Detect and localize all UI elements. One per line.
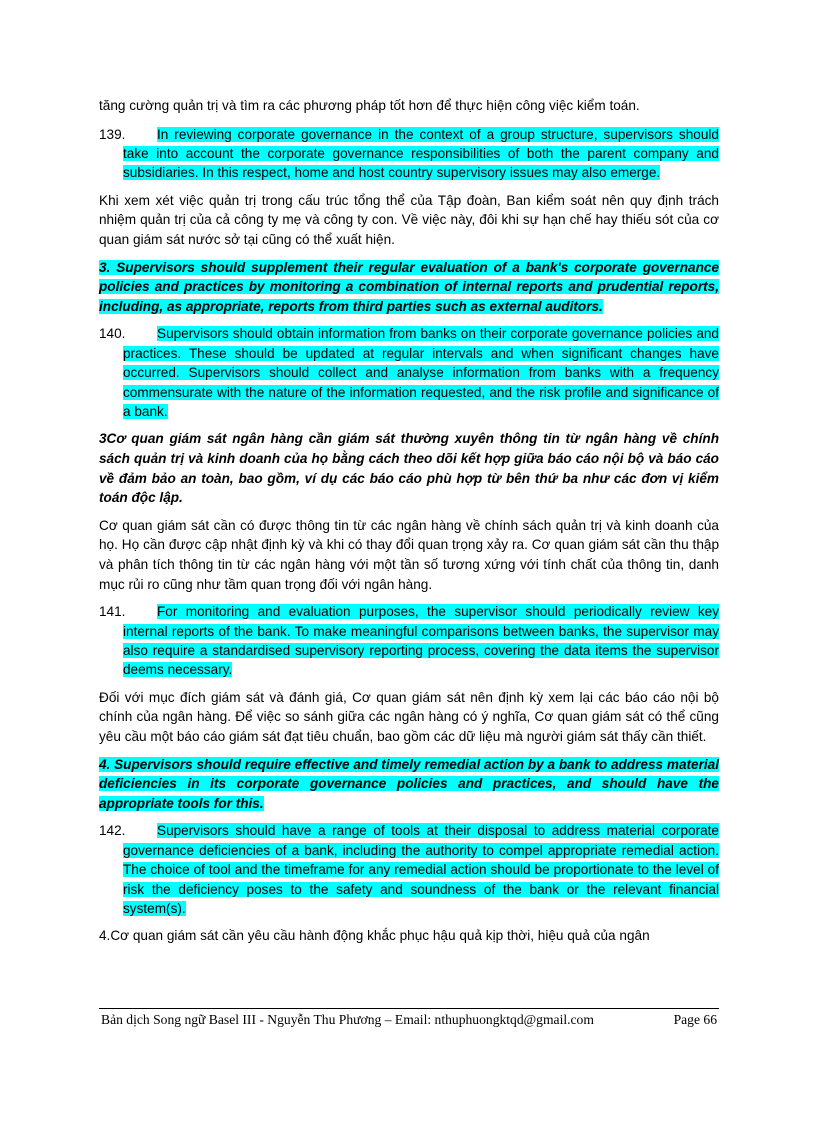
paragraph-141	[99, 602, 719, 680]
paragraph-text: Supervisors should obtain information from banks on their corporate governance policies and practices. These should be updated at regular intervals and when significant changes have occurred. Supervisors should collect and analyse information from banks with a frequency commensurate with the nature of the information requested, and the risk profile and significance of a bank.	[123, 326, 719, 419]
paragraph-139-vn: Khi xem xét việc quản trị trong cấu trúc tổng thể của Tập đoàn, Ban kiểm soát nên quy định trách nhiệm quản trị của cả công ty mẹ và công ty con. Về việc này, đôi khi sự hạn chế hay thiếu sót của cơ quan giám sát nước sở tại cũng có thể xuất hiện.	[99, 192, 719, 247]
paragraph-140-vn: Cơ quan giám sát cần có được thông tin từ các ngân hàng về chính sách quản trị và kinh doanh của họ. Họ cần được cập nhật định kỳ và khi có thay đổi quan trọng xảy ra. Cơ quan giám sát cần thu thập và phân tích thông tin từ các ngân hàng với một tần số tương xứng với tính chất của thông tin, danh mục rủi ro cũng như tầm quan trọng đối với ngân hàng.	[99, 517, 719, 592]
principle-3-heading	[99, 258, 719, 317]
paragraph-number: 141.	[99, 604, 126, 620]
paragraph-text: Supervisors should have a range of tools at their disposal to address material corporate governance deficiencies of a bank, including the authority to compel appropriate remedial action. The choice of tool and the timeframe for any remedial action should be proportionate to the level of risk the deficiency poses to the safety and soundness of the bank or the relevant financial system(s).	[123, 823, 719, 916]
paragraph-number: 139.	[99, 126, 126, 142]
paragraph-text: In reviewing corporate governance in the context of a group structure, supervisors should take into account the corporate governance responsibilities of both the parent company and subsidiaries. In this respect, home and host country supervisory issues may also emerge.	[123, 126, 719, 181]
intro-vn-text: tăng cường quản trị và tìm ra các phương pháp tốt hơn để thực hiện công việc kiểm toán.	[99, 98, 640, 113]
document-page	[99, 96, 719, 954]
paragraph-142-vn: 4.Cơ quan giám sát cần yêu cầu hành động khắc phục hậu quả kịp thời, hiệu quả của ngân	[99, 928, 650, 944]
paragraph-140	[99, 324, 719, 421]
paragraph-142	[99, 821, 719, 918]
page-number: Page 66	[673, 1012, 717, 1027]
page-footer	[99, 1008, 719, 1028]
principle-4-text: 4. Supervisors should require effective and timely remedial action by a bank to address material deficiencies in its corporate governance policies and practices, and should have the appropriate tools for this.	[99, 756, 719, 811]
principle-4-heading	[99, 755, 719, 814]
paragraph-number: 140.	[99, 326, 126, 342]
paragraph-139	[99, 125, 719, 183]
principle-3-text: 3. Supervisors should supplement their regular evaluation of a bank's corporate governance policies and practices by monitoring a combination of internal reports and prudential reports, including, as appropriate, reports from third parties such as external auditors.	[99, 259, 719, 314]
paragraph-141-vn: Đối với mục đích giám sát và đánh giá, Cơ quan giám sát nên định kỳ xem lại các báo cáo nội bộ chính của ngân hàng. Để việc so sánh giữa các ngân hàng có ý nghĩa, Cơ quan giám sát có thể cũng yêu cầu một báo cáo giám sát đạt tiêu chuẩn, bao gồm các dữ liệu mà người giám sát thấy cần thiết.	[99, 689, 719, 744]
footer-credit: Bản dịch Song ngữ Basel III - Nguyễn Thu Phương – Email: nthuphuongktqd@gmail.com	[101, 1012, 594, 1027]
paragraph-number: 142.	[99, 823, 126, 839]
principle-3-heading-vn: 3Cơ quan giám sát ngân hàng cần giám sát thường xuyên thông tin từ ngân hàng về chính sách quản trị và kinh doanh của họ bằng cách theo dõi kết hợp giữa báo cáo nội bộ và báo cáo về đảm bảo an toàn, bao gồm, ví dụ các báo cáo phù hợp từ bên thứ ba như các đơn vị kiểm toán độc lập.	[99, 431, 719, 506]
paragraph-text: For monitoring and evaluation purposes, the supervisor should periodically review key internal reports of the bank. To make meaningful comparisons between banks, the supervisor may also require a standardised supervisory reporting process, covering the data items the supervisor deems necessary.	[123, 604, 719, 678]
